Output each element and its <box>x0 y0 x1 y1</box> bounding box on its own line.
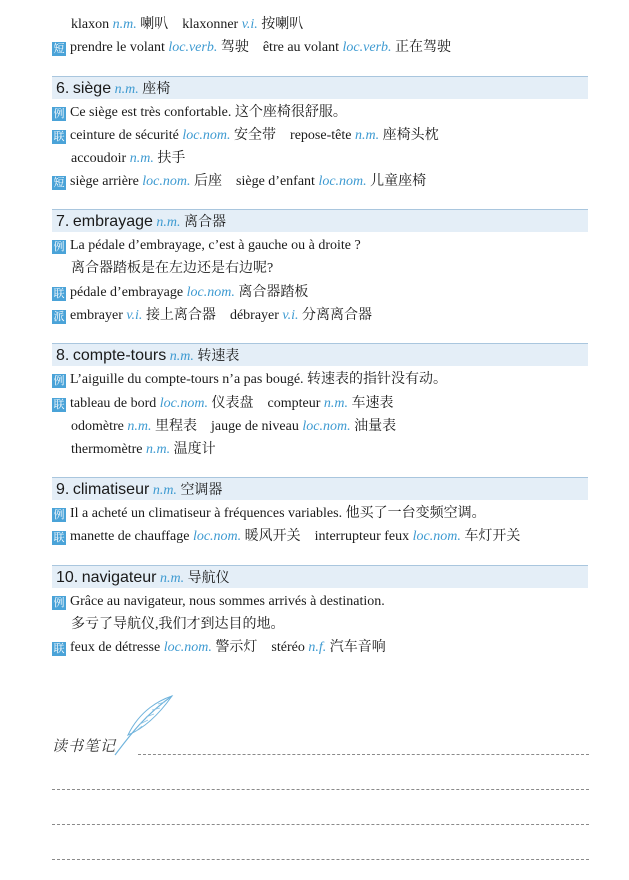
reading-notes-label: 读书笔记 <box>52 737 117 755</box>
phrase-line: 短 prendre le volant loc.verb. 驾驶 être au volant loc.verb. 正在驾驶 <box>53 40 452 55</box>
note-line <box>52 859 589 860</box>
related-line: 联 pédale d’embrayage loc.nom. 离合器踏板 <box>53 285 309 300</box>
example-line: 例 L’aiguille du compte-tours n’a pas bougé. 转速表的指针没有动。 <box>53 372 448 387</box>
note-line <box>52 824 589 825</box>
entry-heading-siege: 6. siège n.m. 座椅 <box>52 76 588 99</box>
phrase-line: 短 siège arrière loc.nom. 后座 siège d’enfant loc.nom. 儿童座椅 <box>53 174 427 189</box>
phrase-tag: 短 <box>53 42 65 55</box>
related-line: 联 manette de chauffage loc.nom. 暖风开关 interrupteur feux loc.nom. 车灯开关 <box>53 529 521 544</box>
entry-heading-embrayage: 7. embrayage n.m. 离合器 <box>52 209 588 232</box>
example-line: 例 Grâce au navigateur, nous sommes arrivés à destination. <box>53 594 385 609</box>
related-line: 联 tableau de bord loc.nom. 仪表盘 compteur n.m. 车速表 <box>53 396 394 411</box>
vocab-line: klaxon n.m. 喇叭 klaxonner v.i. 按喇叭 <box>71 17 304 32</box>
feather-icon <box>110 690 180 760</box>
note-line <box>52 789 589 790</box>
example-line: 例 La pédale d’embrayage, c’est à gauche ou à droite ? <box>53 238 361 253</box>
entry-heading-climatiseur: 9. climatiseur n.m. 空调器 <box>52 477 588 500</box>
note-line <box>138 754 589 755</box>
example-line: 例 Ce siège est très confortable. 这个座椅很舒服。 <box>53 105 347 120</box>
example-translation: 离合器踏板是在左边还是右边呢? <box>71 261 274 276</box>
derived-line: 派 embrayer v.i. 接上离合器 débrayer v.i. 分离离合器 <box>53 308 372 323</box>
entry-heading-compte-tours: 8. compte-tours n.m. 转速表 <box>52 343 588 366</box>
related-line: 联 ceinture de sécurité loc.nom. 安全带 repose-tête n.m. 座椅头枕 <box>53 128 439 143</box>
related-line: odomètre n.m. 里程表 jauge de niveau loc.nom. 油量表 <box>71 419 397 434</box>
related-line: 联 feux de détresse loc.nom. 警示灯 stéréo n.f. 汽车音响 <box>53 640 386 655</box>
example-translation: 多亏了导航仪,我们才到达目的地。 <box>71 617 285 632</box>
entry-heading-navigateur: 10. navigateur n.m. 导航仪 <box>52 565 588 588</box>
example-line: 例 Il a acheté un climatiseur à fréquences variables. 他买了一台变频空调。 <box>53 506 486 521</box>
related-line: accoudoir n.m. 扶手 <box>71 151 186 166</box>
related-line: thermomètre n.m. 温度计 <box>71 442 216 457</box>
